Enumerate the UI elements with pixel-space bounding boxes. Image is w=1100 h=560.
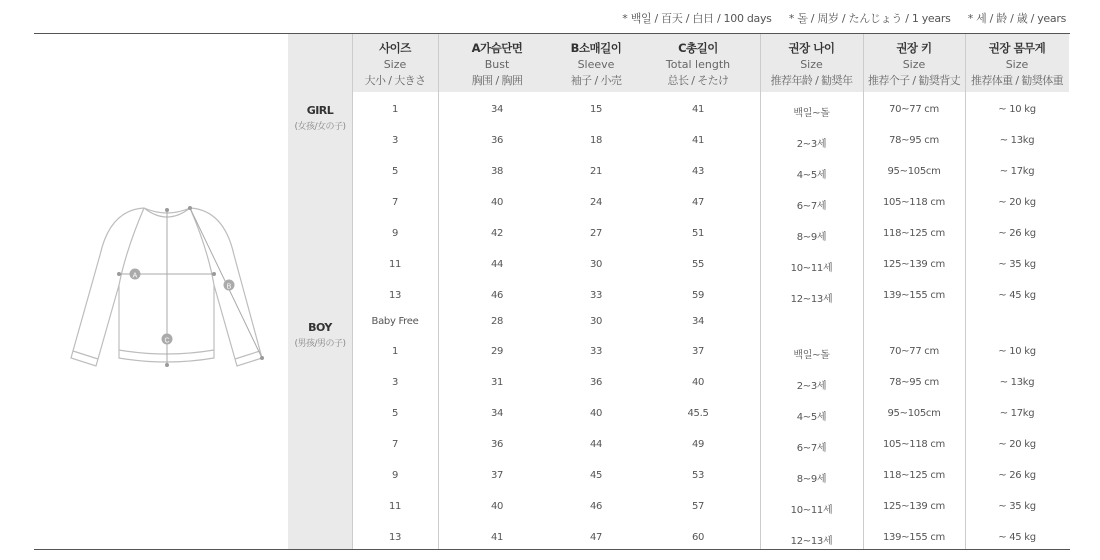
cell-size: 9 bbox=[391, 470, 399, 481]
cell-weight: ~ 26 kg bbox=[998, 470, 1036, 481]
cuff-right bbox=[235, 351, 260, 359]
cell-length: 51 bbox=[691, 228, 705, 239]
header-height-l2: Size bbox=[902, 58, 926, 71]
cell-size: 1 bbox=[391, 346, 399, 357]
note-years: * 세 / 龄 / 歳 / years bbox=[967, 12, 1066, 25]
cell-weight: ~ 13kg bbox=[999, 377, 1035, 388]
cell-bust: 29 bbox=[490, 346, 504, 357]
cell-size: 9 bbox=[391, 228, 399, 239]
cell-age: 백일~돌 bbox=[793, 350, 830, 361]
header-age-l1: 권장 나이 bbox=[788, 41, 835, 55]
note-1year: * 돌 / 周岁 / たんじょう / 1 years bbox=[788, 12, 951, 25]
size-notes bbox=[608, 10, 1066, 26]
cell-bust: 40 bbox=[490, 501, 504, 512]
cell-length: 49 bbox=[691, 439, 705, 450]
cell-bust: 46 bbox=[490, 290, 504, 301]
cell-sleeve: 33 bbox=[589, 290, 603, 301]
sleeve-seam-right bbox=[190, 208, 214, 285]
cell-sleeve: 24 bbox=[589, 197, 603, 208]
header-sleeve-l2: Sleeve bbox=[577, 58, 615, 71]
cell-weight: ~ 35 kg bbox=[998, 259, 1036, 270]
group-girl-en: GIRL bbox=[306, 104, 334, 117]
cell-height: 95~105cm bbox=[887, 166, 941, 177]
header-length-l1: C총길이 bbox=[678, 41, 718, 55]
cell-bust: 40 bbox=[490, 197, 504, 208]
header-age bbox=[760, 34, 863, 92]
cell-sleeve: 27 bbox=[589, 228, 603, 239]
cell-size: 5 bbox=[391, 408, 399, 419]
cell-length: 43 bbox=[691, 166, 705, 177]
cell-age: 4~5세 bbox=[796, 170, 827, 181]
group-boy-cn: (男孩/男の子) bbox=[294, 339, 346, 349]
cell-size: 3 bbox=[391, 135, 399, 146]
header-age-l3: 推荐年龄 / 勧奨年 bbox=[770, 74, 853, 87]
cell-length: 45.5 bbox=[687, 408, 709, 419]
header-height-l1: 권장 키 bbox=[896, 41, 932, 55]
cell-size: 13 bbox=[388, 532, 402, 543]
cell-weight: ~ 13kg bbox=[999, 135, 1035, 146]
cell-height: 105~118 cm bbox=[883, 439, 945, 450]
header-weight-l2: Size bbox=[1005, 58, 1029, 71]
cell-bust: 36 bbox=[490, 439, 504, 450]
cell-height: 139~155 cm bbox=[883, 532, 945, 543]
cell-height: 70~77 cm bbox=[889, 346, 939, 357]
cell-height: 139~155 cm bbox=[883, 290, 945, 301]
cell-height: 118~125 cm bbox=[883, 228, 945, 239]
cell-weight: ~ 35 kg bbox=[998, 501, 1036, 512]
header-height bbox=[863, 34, 965, 92]
header-bust-l2: Bust bbox=[484, 58, 510, 71]
cell-length: 57 bbox=[691, 501, 705, 512]
cell-sleeve: 47 bbox=[589, 532, 603, 543]
header-length-l3: 总长 / そたけ bbox=[667, 74, 729, 87]
cell-age: 2~3세 bbox=[796, 139, 827, 150]
cell-age: 12~13세 bbox=[790, 294, 833, 305]
cell-height: 95~105cm bbox=[887, 408, 941, 419]
header-bust-l1: A가슴단면 bbox=[471, 41, 523, 55]
cuff-left bbox=[73, 351, 98, 359]
cell-weight: ~ 10 kg bbox=[998, 346, 1036, 357]
cell-bust: 34 bbox=[490, 104, 504, 115]
cell-bust: 36 bbox=[490, 135, 504, 146]
header-weight bbox=[965, 34, 1069, 92]
cell-length: 41 bbox=[691, 135, 705, 146]
cell-size: 3 bbox=[391, 377, 399, 388]
cell-length: 53 bbox=[691, 470, 705, 481]
cell-age: 10~11세 bbox=[790, 263, 833, 274]
marker-c bbox=[162, 334, 173, 345]
cell-length: 60 bbox=[691, 532, 705, 543]
cell-sleeve: 44 bbox=[589, 439, 603, 450]
cell-age: 8~9세 bbox=[796, 232, 827, 243]
cell-weight: ~ 45 kg bbox=[998, 290, 1036, 301]
header-sleeve bbox=[556, 34, 636, 92]
cell-age: 2~3세 bbox=[796, 381, 827, 392]
group-girl-cn: (女孩/女の子) bbox=[294, 122, 346, 132]
header-length-l2: Total length bbox=[665, 58, 731, 71]
cell-length: 47 bbox=[691, 197, 705, 208]
cell-bust: 44 bbox=[490, 259, 504, 270]
cell-weight: ~ 45 kg bbox=[998, 532, 1036, 543]
group-girl bbox=[288, 104, 352, 132]
svg-text:A: A bbox=[132, 272, 138, 280]
cell-weight: ~ 10 kg bbox=[998, 104, 1036, 115]
cell-height: 125~139 cm bbox=[883, 501, 945, 512]
cell-length: 55 bbox=[691, 259, 705, 270]
cell-age: 6~7세 bbox=[796, 201, 827, 212]
header-size-l2: Size bbox=[383, 58, 407, 71]
cell-height: 78~95 cm bbox=[889, 135, 939, 146]
cell-size: 7 bbox=[391, 439, 399, 450]
header-age-l2: Size bbox=[800, 58, 823, 71]
header-length bbox=[636, 34, 760, 92]
cell-weight: ~ 20 kg bbox=[998, 197, 1036, 208]
header-sleeve-l3: 袖子 / 小売 bbox=[570, 74, 622, 87]
header-weight-l1: 권장 몸무게 bbox=[988, 41, 1046, 55]
marker-b bbox=[224, 280, 235, 291]
cell-length: 59 bbox=[691, 290, 705, 301]
note-100days: * 백일 / 百天 / 白日 / 100 days bbox=[622, 12, 772, 25]
cell-bust: 38 bbox=[490, 166, 504, 177]
cell-sleeve: 21 bbox=[589, 166, 603, 177]
cell-size: 5 bbox=[391, 166, 399, 177]
cell-height: 70~77 cm bbox=[889, 104, 939, 115]
cell-height: 118~125 cm bbox=[883, 470, 945, 481]
cell-length: 37 bbox=[691, 346, 705, 357]
cell-weight: ~ 20 kg bbox=[998, 439, 1036, 450]
cell-sleeve: 46 bbox=[589, 501, 603, 512]
cell-sleeve: 18 bbox=[589, 135, 603, 146]
cell-length: 34 bbox=[691, 316, 705, 327]
header-size bbox=[352, 34, 438, 92]
svg-text:B: B bbox=[226, 283, 232, 291]
cell-size: 13 bbox=[388, 290, 402, 301]
cell-bust: 37 bbox=[490, 470, 504, 481]
cell-length: 41 bbox=[691, 104, 705, 115]
cell-size: 11 bbox=[388, 501, 402, 512]
cell-size: Baby Free bbox=[371, 316, 419, 327]
cell-sleeve: 30 bbox=[589, 316, 603, 327]
cell-size: 1 bbox=[391, 104, 399, 115]
header-size-l3: 大小 / 大きさ bbox=[364, 74, 426, 87]
cell-sleeve: 33 bbox=[589, 346, 603, 357]
header-size-l1: 사이즈 bbox=[379, 41, 411, 55]
cell-weight: ~ 26 kg bbox=[998, 228, 1036, 239]
group-boy-en: BOY bbox=[308, 321, 332, 334]
cell-length: 40 bbox=[691, 377, 705, 388]
bottom-rule bbox=[34, 549, 1070, 550]
cell-age: 4~5세 bbox=[796, 412, 827, 423]
cell-bust: 28 bbox=[490, 316, 504, 327]
svg-text:C: C bbox=[164, 337, 170, 345]
cell-bust: 34 bbox=[490, 408, 504, 419]
cell-height: 125~139 cm bbox=[883, 259, 945, 270]
cell-bust: 41 bbox=[490, 532, 504, 543]
cell-age: 8~9세 bbox=[796, 474, 827, 485]
cell-bust: 42 bbox=[490, 228, 504, 239]
cell-height: 78~95 cm bbox=[889, 377, 939, 388]
header-bust bbox=[438, 34, 556, 92]
header-weight-l3: 推荐体重 / 勧奨体重 bbox=[970, 74, 1064, 87]
cell-age: 6~7세 bbox=[796, 443, 827, 454]
group-boy bbox=[288, 321, 352, 349]
cell-sleeve: 36 bbox=[589, 377, 603, 388]
cell-bust: 31 bbox=[490, 377, 504, 388]
cell-sleeve: 30 bbox=[589, 259, 603, 270]
cell-weight: ~ 17kg bbox=[999, 408, 1035, 419]
header-bust-l3: 胸围 / 胸囲 bbox=[471, 74, 523, 87]
cell-age: 백일~돌 bbox=[793, 108, 830, 119]
cell-size: 7 bbox=[391, 197, 399, 208]
cell-sleeve: 15 bbox=[589, 104, 603, 115]
cell-height: 105~118 cm bbox=[883, 197, 945, 208]
marker-a bbox=[130, 269, 141, 280]
cell-age: 10~11세 bbox=[790, 505, 833, 516]
header-height-l3: 推荐个子 / 勧奨背丈 bbox=[867, 74, 961, 87]
cell-age: 12~13세 bbox=[790, 536, 833, 547]
cell-size: 11 bbox=[388, 259, 402, 270]
cell-weight: ~ 17kg bbox=[999, 166, 1035, 177]
header-sleeve-l1: B소매길이 bbox=[570, 41, 622, 55]
garment-illustration bbox=[64, 200, 274, 375]
cell-sleeve: 45 bbox=[589, 470, 603, 481]
cell-sleeve: 40 bbox=[589, 408, 603, 419]
